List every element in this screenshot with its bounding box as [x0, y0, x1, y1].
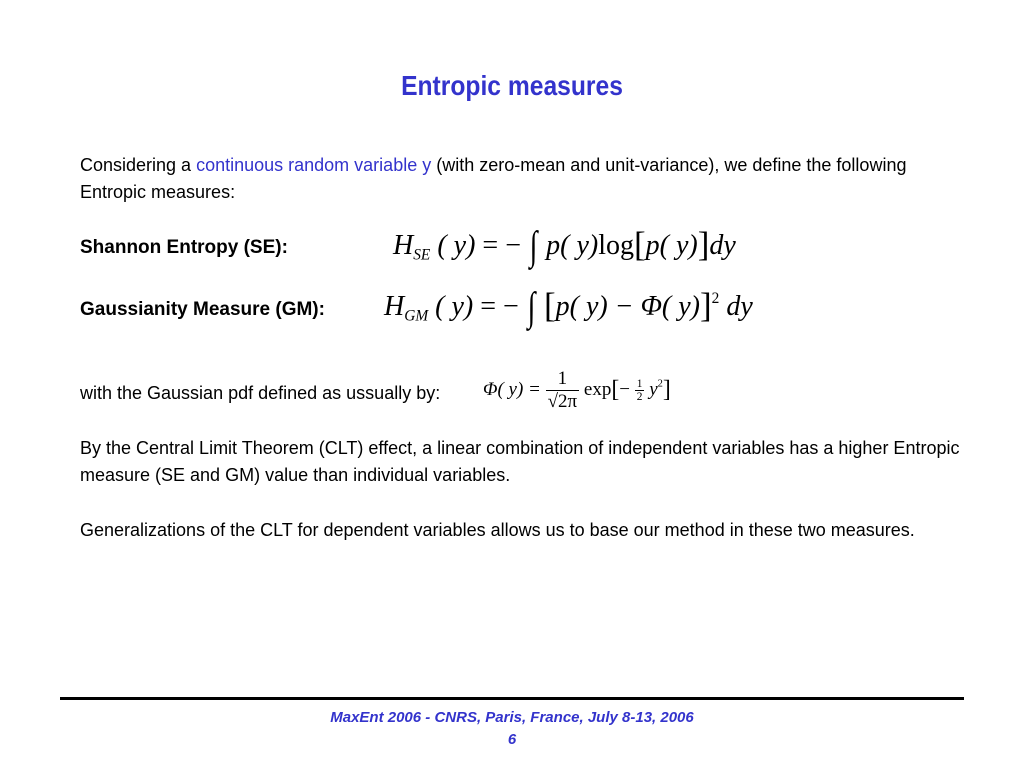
gm-label: Gaussianity Measure (GM): [80, 299, 325, 320]
intro-before: Considering a [80, 155, 197, 175]
gaussian-intro: with the Gaussian pdf defined as ussually by: [80, 383, 441, 403]
gauss-fraction [546, 368, 580, 413]
slide-title: Entropic measures [401, 70, 623, 101]
se-inner: p( y) [645, 230, 698, 262]
gm-subscript: GM [404, 307, 429, 325]
gauss-minus: − [619, 378, 630, 400]
intro-highlight: continuous random variable y [196, 155, 432, 175]
gm-close-bracket: ] [700, 286, 712, 326]
gm-open-bracket: [ [543, 286, 556, 326]
se-open-bracket: [ [634, 225, 646, 265]
gauss-exp: exp [583, 378, 612, 400]
gauss-half-numerator: 1 [636, 378, 643, 390]
se-lhs-arg: ( y) [437, 230, 476, 262]
se-density: p( y) [546, 230, 599, 262]
gauss-numerator: 1 [557, 368, 568, 389]
gm-equation [384, 283, 753, 330]
se-subscript: SE [413, 246, 431, 264]
se-close-bracket: ] [697, 225, 710, 265]
footer-divider [60, 697, 964, 700]
intro-paragraph [80, 152, 960, 206]
se-integral-sign: ∫ [529, 223, 538, 268]
gm-symbol: H [384, 291, 405, 323]
gauss-half-denominator: 2 [636, 391, 643, 403]
gauss-denominator: √2π [547, 391, 578, 412]
gauss-lhs: Φ( y) = [483, 378, 541, 400]
se-differential: dy [709, 230, 736, 262]
clt-paragraph: By the Central Limit Theorem (CLT) effect, a linear combination of independent variables has a higher Entropic measure (SE and GM) value than individual variables. [80, 438, 960, 485]
page-number: 6 [507, 731, 517, 748]
se-label: Shannon Entropy (SE): [80, 237, 288, 258]
se-equals: = − [482, 230, 522, 262]
generalization-paragraph: Generalizations of the CLT for dependent variables allows us to base our method in these two measures. [80, 520, 915, 540]
footer-conference: MaxEnt 2006 - CNRS, Paris, France, July 8-13, 2006 [330, 709, 694, 726]
gm-power: 2 [711, 289, 720, 307]
se-equation [393, 222, 736, 269]
gm-equals: = − [480, 291, 519, 323]
gm-inner: p( y) − Φ( y) [555, 291, 700, 323]
se-symbol: H [393, 230, 414, 262]
gauss-power: 2 [657, 378, 663, 390]
gm-integral-sign: ∫ [527, 284, 536, 329]
gm-differential: dy [726, 291, 753, 323]
gauss-open-bracket: [ [611, 376, 620, 403]
se-log: log [598, 230, 634, 262]
gm-lhs-arg: ( y) [435, 291, 474, 323]
intro-after: (with zero-mean and unit-variance), we define the following Entropic measures: [80, 155, 907, 202]
gauss-equation [483, 368, 671, 413]
gauss-half [635, 378, 645, 403]
gauss-variable: y [649, 378, 658, 400]
gauss-close-bracket: ] [662, 376, 671, 403]
